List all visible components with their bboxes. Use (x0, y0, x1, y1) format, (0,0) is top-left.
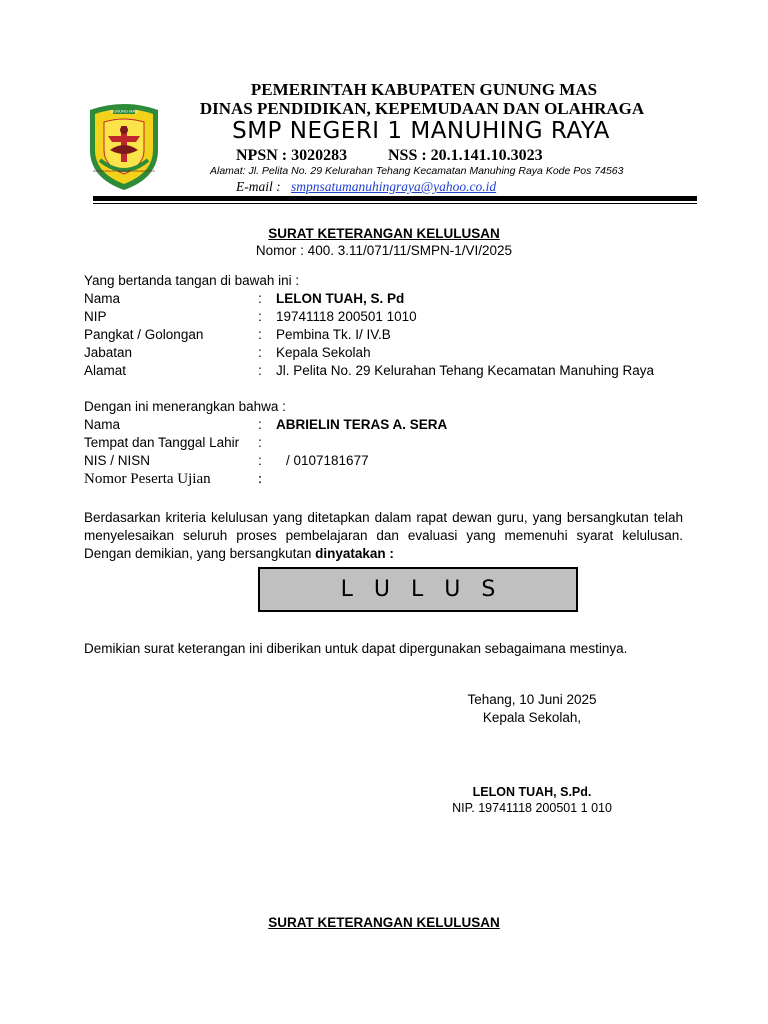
student-label-birth: Tempat dan Tanggal Lahir (84, 435, 240, 450)
signer-label-rank: Pangkat / Golongan (84, 327, 204, 342)
colon: : (258, 291, 262, 306)
signer-name: LELON TUAH, S. Pd (276, 291, 405, 306)
logo-bottom-text: HABANGKALAN PENYANG KARUHEI TATAU (93, 169, 155, 173)
signer-position: Kepala Sekolah (276, 345, 371, 360)
result-text: L U L U S (340, 577, 503, 602)
school-address: Alamat: Jl. Pelita No. 29 Kelurahan Tehang Kecamatan Manuhing Raya Kode Pos 74563 (210, 165, 624, 177)
colon: : (258, 471, 263, 487)
result-box (258, 567, 578, 612)
footer-title: SURAT KETERANGAN KELULUSAN (268, 915, 500, 930)
decision-paragraph (84, 509, 683, 563)
place-date: Tehang, 10 Juni 2025 (467, 692, 597, 707)
school-name: SMP NEGERI 1 MANUHING RAYA (232, 118, 610, 144)
colon: : (258, 417, 262, 432)
nss: NSS : 20.1.141.10.3023 (388, 147, 543, 164)
signer-label-position: Jabatan (84, 345, 133, 360)
colon: : (258, 345, 262, 360)
signer-address: Jl. Pelita No. 29 Kelurahan Tehang Kecamatan Manuhing Raya (276, 363, 654, 378)
signer-label-address: Alamat (84, 363, 127, 378)
colon: : (258, 327, 262, 342)
colon: : (258, 363, 262, 378)
decision-bold: dinyatakan : (315, 546, 394, 561)
closing-statement: Demikian surat keterangan ini diberikan untuk dapat dipergunakan sebagaimana mestinya. (84, 641, 628, 656)
student-label-nis: NIS / NISN (84, 453, 151, 468)
government-line: PEMERINTAH KABUPATEN GUNUNG MAS (250, 80, 598, 99)
decision-text: Berdasarkan kriteria kelulusan yang ditetapkan dalam rapat dewan guru, yang bersangkutan telah menyelesaikan seluruh proses pembelajaran dan evaluasi yang memenuhi syarat kelulusan. Dengan demikian, yang bersangkutan (84, 510, 683, 561)
department-line: DINAS PENDIDIKAN, KEPEMUDAAN DAN OLAHRAGA (199, 99, 645, 118)
colon: : (258, 309, 262, 324)
student-intro: Dengan ini menerangkan bahwa : (84, 399, 286, 414)
colon: : (258, 453, 262, 468)
student-nis: / 0107181677 (286, 453, 369, 468)
logo-top-text: GUNUNG MAS (110, 108, 138, 114)
student-name: ABRIELIN TERAS A. SERA (276, 417, 448, 432)
signature-nip: NIP. 19741118 200501 1 010 (452, 801, 612, 815)
signature-name: LELON TUAH, S.Pd. (472, 785, 592, 799)
signer-rank: Pembina Tk. I/ IV.B (276, 327, 391, 342)
npsn: NPSN : 3020283 (236, 147, 348, 164)
colon: : (258, 435, 262, 450)
email-link[interactable]: smpnsatumanuhingraya@yahoo.co.id (291, 179, 497, 194)
student-label-name: Nama (84, 417, 121, 432)
signer-label-name: Nama (84, 291, 121, 306)
letterhead-divider-thick (93, 196, 697, 201)
signer-nip: 19741118 200501 1010 (276, 309, 417, 324)
letterhead-divider-thin (93, 203, 697, 204)
letter-number: Nomor : 400. 3.11/071/11/SMPN-1/VI/2025 (255, 243, 513, 258)
signer-position-title: Kepala Sekolah, (482, 710, 582, 725)
letter-title: SURAT KETERANGAN KELULUSAN (268, 226, 500, 241)
student-label-exam: Nomor Peserta Ujian (84, 471, 211, 487)
email-label: E-mail : (236, 179, 281, 194)
signer-label-nip: NIP (84, 309, 107, 324)
signer-intro: Yang bertanda tangan di bawah ini : (84, 273, 300, 288)
